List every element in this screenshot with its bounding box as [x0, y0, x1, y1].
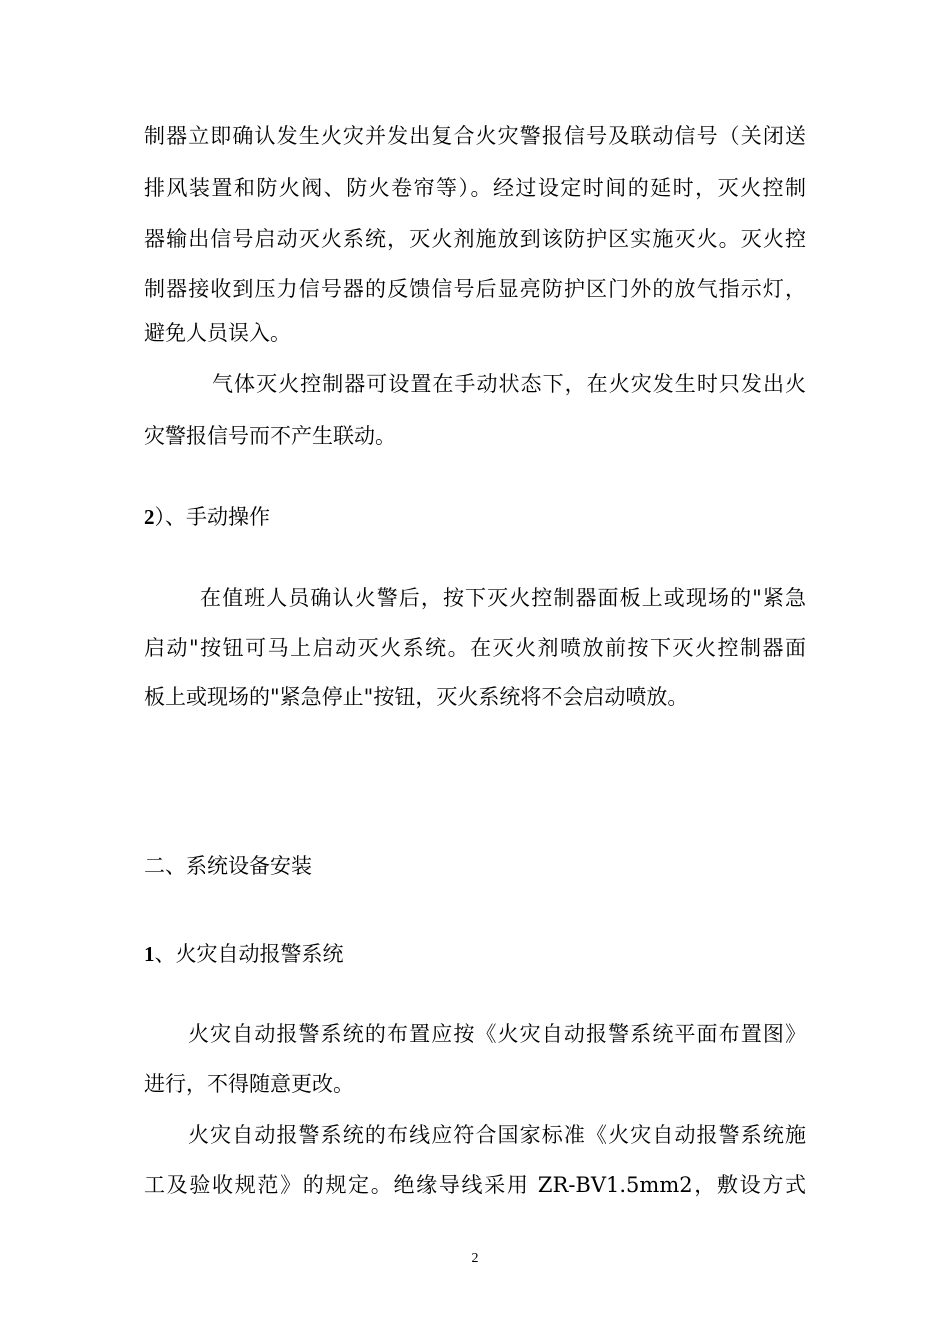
subsection-heading [144, 939, 806, 969]
text-line: 火灾自动报警系统的布置应按《火灾自动报警系统平面布置图》 [188, 1022, 806, 1046]
text-line: 火灾自动报警系统的布线应符合国家标准《火灾自动报警系统施 [188, 1123, 806, 1147]
text-line: 避免人员误入。 [144, 321, 291, 345]
text-line: 板上或现场的"紧急停止"按钮，灭火系统将不会启动喷放。 [144, 685, 689, 709]
heading-number: 1 [144, 942, 155, 966]
text-line: 器输出信号启动灭火系统，灭火剂施放到该防护区实施灭火。灭火控 [144, 227, 806, 251]
heading-text: 、火灾自动报警系统 [154, 942, 344, 966]
text-line: 气体灭火控制器可设置在手动状态下，在火灾发生时只发出火 [212, 372, 806, 396]
section-heading: 二、系统设备安装 [144, 854, 312, 878]
heading-text: ）、手动操作 [154, 505, 270, 529]
text-line: 制器接收到压力信号器的反馈信号后显亮防护区门外的放气指示灯， [144, 277, 806, 301]
page-number: 2 [471, 1251, 479, 1266]
text-line: 工及验收规范》的规定。绝缘导线采用 ZR-BV1.5mm2，敷设方式 [144, 1173, 806, 1197]
heading-number: 2 [144, 505, 155, 529]
text-line: 排风装置和防火阀、防火卷帘等）。经过设定时间的延时，灭火控制 [144, 176, 806, 200]
text-line: 在值班人员确认火警后，按下灭火控制器面板上或现场的"紧急 [200, 586, 806, 610]
text-line: 启动"按钮可马上启动灭火系统。在灭火剂喷放前按下灭火控制器面 [144, 636, 806, 660]
manual-operation-heading [144, 502, 806, 532]
text-line: 灾警报信号而不产生联动。 [144, 424, 396, 448]
text-line: 制器立即确认发生火灾并发出复合火灾警报信号及联动信号（关闭送 [144, 124, 806, 148]
text-line: 进行，不得随意更改。 [144, 1072, 354, 1096]
